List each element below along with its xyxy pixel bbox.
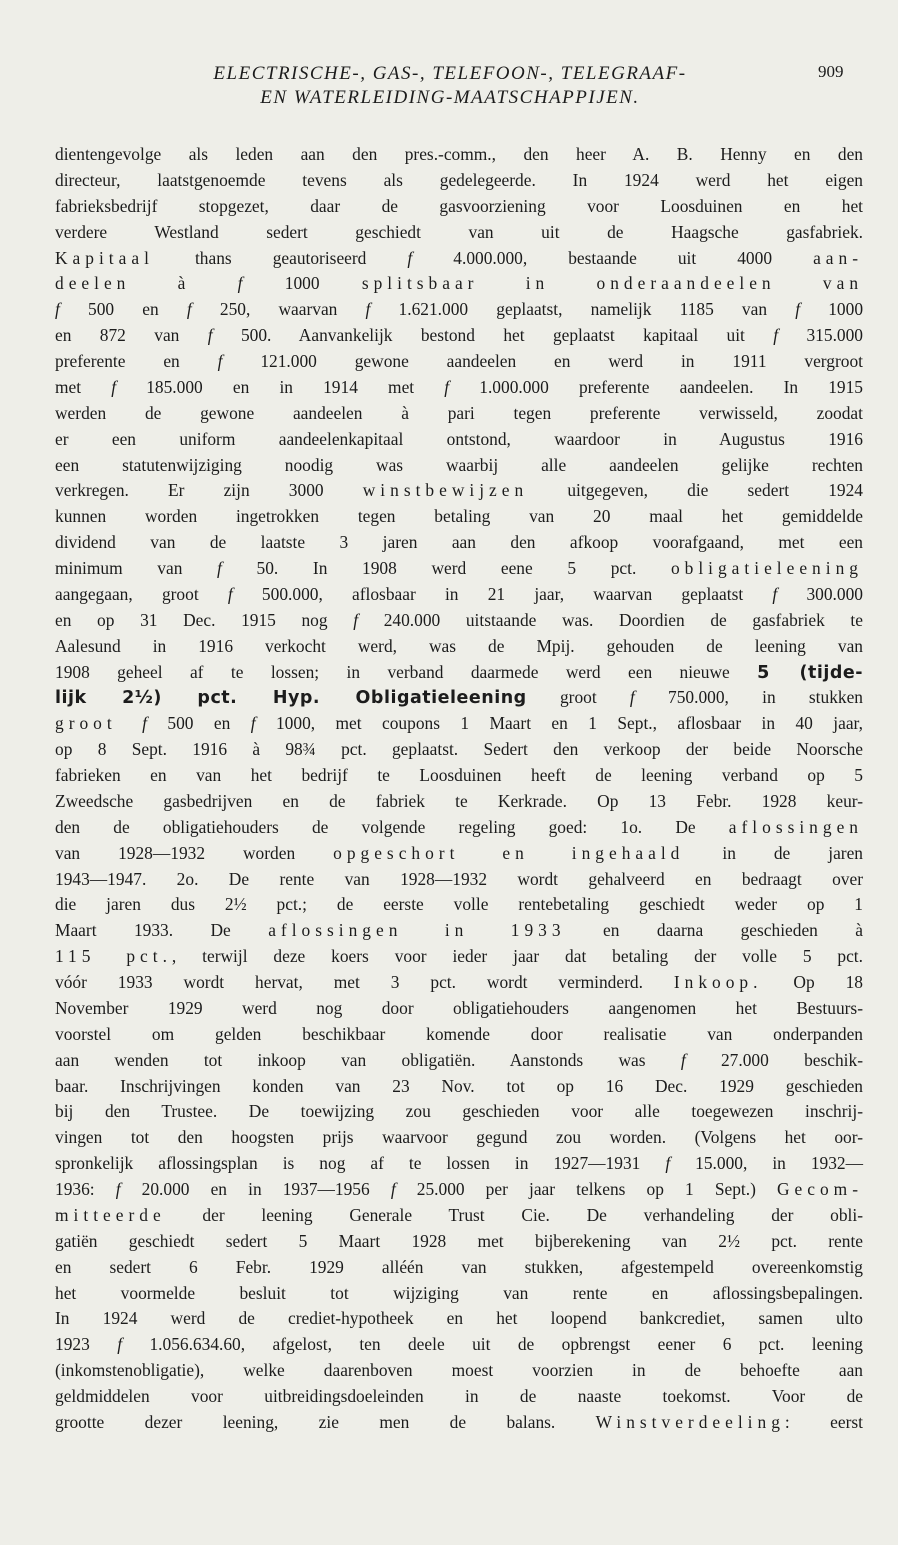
text-line <box>55 220 863 246</box>
text-line <box>55 1125 863 1151</box>
text-segment: minimum van <box>55 558 218 578</box>
text-segment: (inkomstenobligatie), welke daarenboven moest voorzien in de behoefte aan <box>55 1360 863 1381</box>
text-segment: f <box>444 376 450 397</box>
text-segment: vóór 1933 wordt hervat, met 3 pct. wordt verminderd. <box>55 972 674 992</box>
text-segment: het voormelde besluit tot wijziging van rente en aflossingsbepalingen. <box>55 1282 863 1303</box>
text-line <box>55 918 863 944</box>
text-segment: 4.000.000, bestaande uit 4000 <box>412 247 814 268</box>
text-segment: f <box>390 1179 396 1199</box>
text-segment: 1.056.634.60, afgelost, ten deele uit de opbrengst eener 6 pct. leening <box>122 1334 863 1355</box>
text-segment: 121.000 gewone aandeelen en werd in 1911 vergroot <box>222 351 863 371</box>
text-line <box>55 815 863 841</box>
text-segment: 240.000 uitstaande was. Doordien de gasfabriek te <box>358 609 863 630</box>
text-line <box>55 737 863 763</box>
text-segment: dividend van de laatste 3 jaren aan den afkoop voorafgaand, met een <box>55 532 863 553</box>
text-segment: f <box>629 687 635 708</box>
text-segment: 1936: <box>55 1179 116 1199</box>
text-segment: deelen à <box>55 273 238 294</box>
text-line <box>55 375 863 401</box>
text-line <box>55 349 863 375</box>
text-segment: 500.000, aflosbaar in 21 jaar, waarvan geplaatst <box>232 583 773 604</box>
text-line <box>55 1022 863 1048</box>
text-segment: vingen tot den hoogsten prijs waarvoor gegund zou worden. (Volgens het oor- <box>55 1127 863 1148</box>
text-segment: groot <box>526 687 630 708</box>
text-line <box>55 867 863 893</box>
text-segment: 500 en <box>59 299 187 320</box>
text-line <box>55 996 863 1022</box>
text-line <box>55 194 863 220</box>
text-segment: aan- <box>813 247 863 268</box>
text-segment: f <box>365 299 371 320</box>
text-segment: opgeschort en ingehaald <box>333 842 685 863</box>
text-line <box>55 1306 863 1332</box>
text-segment: f <box>680 1049 686 1070</box>
text-line <box>55 841 863 867</box>
text-segment: 115 pct. <box>55 946 172 967</box>
text-segment: aan wenden tot inkoop van obligatiën. Aanstonds was <box>55 1049 681 1070</box>
text-segment: van 1928—1932 worden <box>55 842 334 863</box>
text-line <box>55 634 863 660</box>
text-segment: 15.000, in 1932— <box>670 1153 863 1174</box>
text-segment: f <box>186 299 192 320</box>
text-line <box>55 1281 863 1307</box>
text-segment: uitgegeven, die sedert 1924 <box>528 480 863 501</box>
text-segment: fabrieksbedrijf stopgezet, daar de gasvoorziening voor Loosduinen en het <box>55 195 863 216</box>
text-segment: directeur, laatstgenoemde tevens als gedelegeerde. In 1924 werd het eigen <box>55 169 863 190</box>
text-segment: f <box>217 351 223 371</box>
text-line <box>55 944 863 970</box>
text-segment: f <box>237 273 243 294</box>
text-segment: er een uniform aandeelenkapitaal ontstond, waardoor in Augustus 1916 <box>55 428 863 449</box>
text-segment: werden de gewone aandeelen à pari tegen preferente verwisseld, zoodat <box>55 402 863 423</box>
text-segment: 1908 geheel af te lossen; in verband daarmede werd een nieuwe <box>55 661 758 682</box>
text-line <box>55 323 863 349</box>
page-number: 909 <box>818 62 844 81</box>
text-segment: Zweedsche gasbedrijven en de fabriek te Kerkrade. Op 13 Febr. 1928 keur- <box>55 790 863 811</box>
text-segment: bij den Trustee. De toewijzing zou geschieden voor alle toegewezen inschrij- <box>55 1101 863 1122</box>
text-segment: Kapitaal <box>55 247 154 268</box>
text-line <box>55 660 863 686</box>
text-segment: den de obligatiehouders de volgende regeling goed: 1o. De <box>55 816 729 837</box>
text-segment: gatiën geschiedt sedert 5 Maart 1928 met bijberekening van 2½ pct. rente <box>55 1230 863 1251</box>
text-segment: 1000, met coupons 1 Maart en 1 Sept., aflosbaar in 40 jaar, <box>255 713 863 734</box>
text-segment: groot <box>55 713 143 734</box>
text-segment: aflossingen in 1933 <box>268 920 566 941</box>
text-line <box>55 1151 863 1177</box>
text-segment: aflossingen <box>728 816 863 837</box>
text-segment: grootte dezer leening, zie men de balans. <box>55 1411 596 1432</box>
text-segment: mitteerde <box>55 1204 166 1225</box>
text-line <box>55 1384 863 1410</box>
text-segment: f <box>353 609 359 630</box>
text-segment: f <box>207 325 213 346</box>
text-segment: f <box>55 299 60 320</box>
text-line <box>55 453 863 479</box>
text-segment: en 872 van <box>55 325 208 346</box>
text-segment: op 8 Sept. 1916 à 98¾ pct. geplaatst. Sedert den verkoop der beide Noorsche <box>55 739 863 760</box>
text-segment: en op 31 Dec. 1915 nog <box>55 609 354 630</box>
text-line <box>55 478 863 504</box>
text-line <box>55 1358 863 1384</box>
running-head <box>60 62 840 110</box>
text-segment: : eerst <box>784 1411 863 1432</box>
text-segment: thans geautoriseerd <box>153 247 408 268</box>
text-segment: f <box>115 1179 121 1199</box>
text-segment: Aalesund in 1916 verkocht werd, was de Mpij. gehouden de leening van <box>55 635 863 656</box>
text-segment: een statutenwijziging noodig was waarbij alle aandeelen gelijke rechten <box>55 454 863 475</box>
text-segment: 1943—1947. 2o. De rente van 1928—1932 wordt gehalveerd en bedraagt over <box>55 868 863 889</box>
text-segment: 1000 <box>242 273 362 294</box>
text-segment: die jaren dus 2½ pct.; de eerste volle rentebetaling geschiedt weder op 1 <box>55 894 863 915</box>
running-head-line-2: EN WATERLEIDING-MAATSCHAPPIJEN. <box>260 87 640 108</box>
text-line <box>55 763 863 789</box>
text-segment: lijk 2½) pct. Hyp. Obligatieleening <box>55 688 527 709</box>
text-segment: voorstel om gelden beschikbaar komende door realisatie van onderpanden <box>55 1023 863 1044</box>
text-segment: preferente en <box>55 351 218 371</box>
text-line <box>55 789 863 815</box>
text-segment: 1923 <box>55 1334 118 1355</box>
text-segment: f <box>773 325 779 346</box>
text-segment: geldmiddelen voor uitbreidingsdoeleinden in de naaste toekomst. Voor de <box>55 1386 863 1406</box>
text-line <box>55 1048 863 1074</box>
text-segment: winstbewijzen <box>362 480 529 501</box>
text-segment: Gecom- <box>776 1179 863 1199</box>
text-segment: 750.000, in stukken <box>634 687 864 708</box>
text-line <box>55 1229 863 1255</box>
text-line <box>55 1255 863 1281</box>
text-segment: 25.000 per jaar telkens op 1 Sept.) <box>395 1179 777 1199</box>
text-segment: splitsbaar in onderaandeelen van <box>361 273 864 294</box>
text-segment: f <box>795 299 801 320</box>
text-segment: 5 (tijde- <box>757 662 863 683</box>
text-segment: kunnen worden ingetrokken tegen betaling van 20 maal het gemiddelde <box>55 506 863 527</box>
text-segment: 1000 <box>800 299 864 320</box>
text-segment: , terwijl deze koers voor ieder jaar dat betaling der volle 5 pct. <box>171 946 863 967</box>
body-text <box>55 142 863 1436</box>
text-segment: Winstverdeeling <box>595 1411 785 1432</box>
text-segment: baar. Inschrijvingen konden van 23 Nov. tot op 16 Dec. 1929 geschieden <box>55 1075 863 1096</box>
text-line <box>55 142 863 168</box>
text-line <box>55 427 863 453</box>
text-line <box>55 1410 863 1436</box>
text-segment: der leening Generale Trust Cie. De verhandeling der obli- <box>165 1204 863 1225</box>
text-segment: 20.000 en in 1937—1956 <box>120 1179 391 1199</box>
text-segment: aangegaan, groot <box>55 583 228 604</box>
text-segment: fabrieken en van het bedrijf te Loosduinen heeft de leening verband op 5 <box>55 765 863 785</box>
text-segment: f <box>250 713 256 734</box>
text-line <box>55 1074 863 1100</box>
text-segment: 1.000.000 preferente aandeelen. In 1915 <box>449 376 863 397</box>
text-segment: November 1929 werd nog door obligatiehouders aangenomen het Bestuurs- <box>55 997 863 1018</box>
text-segment: 27.000 beschik- <box>685 1049 863 1070</box>
text-line <box>55 401 863 427</box>
text-line <box>55 556 863 582</box>
text-segment: 315.000 <box>778 325 863 346</box>
text-segment: f <box>407 247 413 268</box>
text-segment: spronkelijk aflossingsplan is nog af te lossen in 1927—1931 <box>55 1153 666 1174</box>
text-line <box>55 168 863 194</box>
text-segment: verkregen. Er zijn 3000 <box>55 480 363 501</box>
text-line <box>55 582 863 608</box>
text-line <box>55 970 863 996</box>
text-segment: f <box>227 583 233 604</box>
text-segment: dientengevolge als leden aan den pres.-comm., den heer A. B. Henny en den <box>55 144 863 164</box>
text-segment: 500. Aanvankelijk bestond het geplaatst kapitaal uit <box>212 325 774 346</box>
text-segment: in de jaren <box>684 842 863 863</box>
text-line <box>55 504 863 530</box>
text-segment: In 1924 werd de crediet-hypotheek en het loopend bankcrediet, samen ulto <box>55 1308 863 1329</box>
text-segment: 185.000 en in 1914 met <box>116 376 445 397</box>
text-segment: f <box>772 583 778 604</box>
text-segment: obligatieleening <box>670 558 863 578</box>
text-line <box>55 1203 863 1229</box>
text-segment: f <box>665 1153 671 1174</box>
text-segment: 300.000 <box>777 583 863 604</box>
text-line <box>55 271 863 297</box>
text-line <box>55 685 863 711</box>
text-segment: Inkoop. <box>673 972 763 992</box>
text-segment: 500 en <box>146 713 251 734</box>
text-segment: 1.621.000 geplaatst, namelijk 1185 van <box>370 299 796 320</box>
text-segment: f <box>217 558 222 578</box>
text-line <box>55 1332 863 1358</box>
text-line <box>55 892 863 918</box>
text-segment: en daarna geschieden à <box>565 920 863 941</box>
text-segment: Maart 1933. De <box>55 920 269 941</box>
text-line <box>55 297 863 323</box>
text-line <box>55 530 863 556</box>
text-segment: 50. In 1908 werd eene 5 pct. <box>221 558 671 578</box>
text-segment: met <box>55 376 112 397</box>
text-segment: Op 18 <box>762 972 863 992</box>
text-line <box>55 1177 863 1203</box>
text-line <box>55 246 863 272</box>
text-segment: f <box>111 376 117 397</box>
text-segment: f <box>117 1334 123 1355</box>
text-line <box>55 608 863 634</box>
running-head-line-1: ELECTRISCHE-, GAS-, TELEFOON-, TELEGRAAF- <box>213 63 687 84</box>
text-segment: en sedert 6 Febr. 1929 alléén van stukken, afgestempeld overeenkomstig <box>55 1256 863 1277</box>
text-segment: 250, waarvan <box>191 299 366 320</box>
text-segment: f <box>142 713 147 734</box>
text-segment: verdere Westland sedert geschiedt van uit de Haagsche gasfabriek. <box>55 221 863 242</box>
text-line <box>55 711 863 737</box>
text-line <box>55 1099 863 1125</box>
